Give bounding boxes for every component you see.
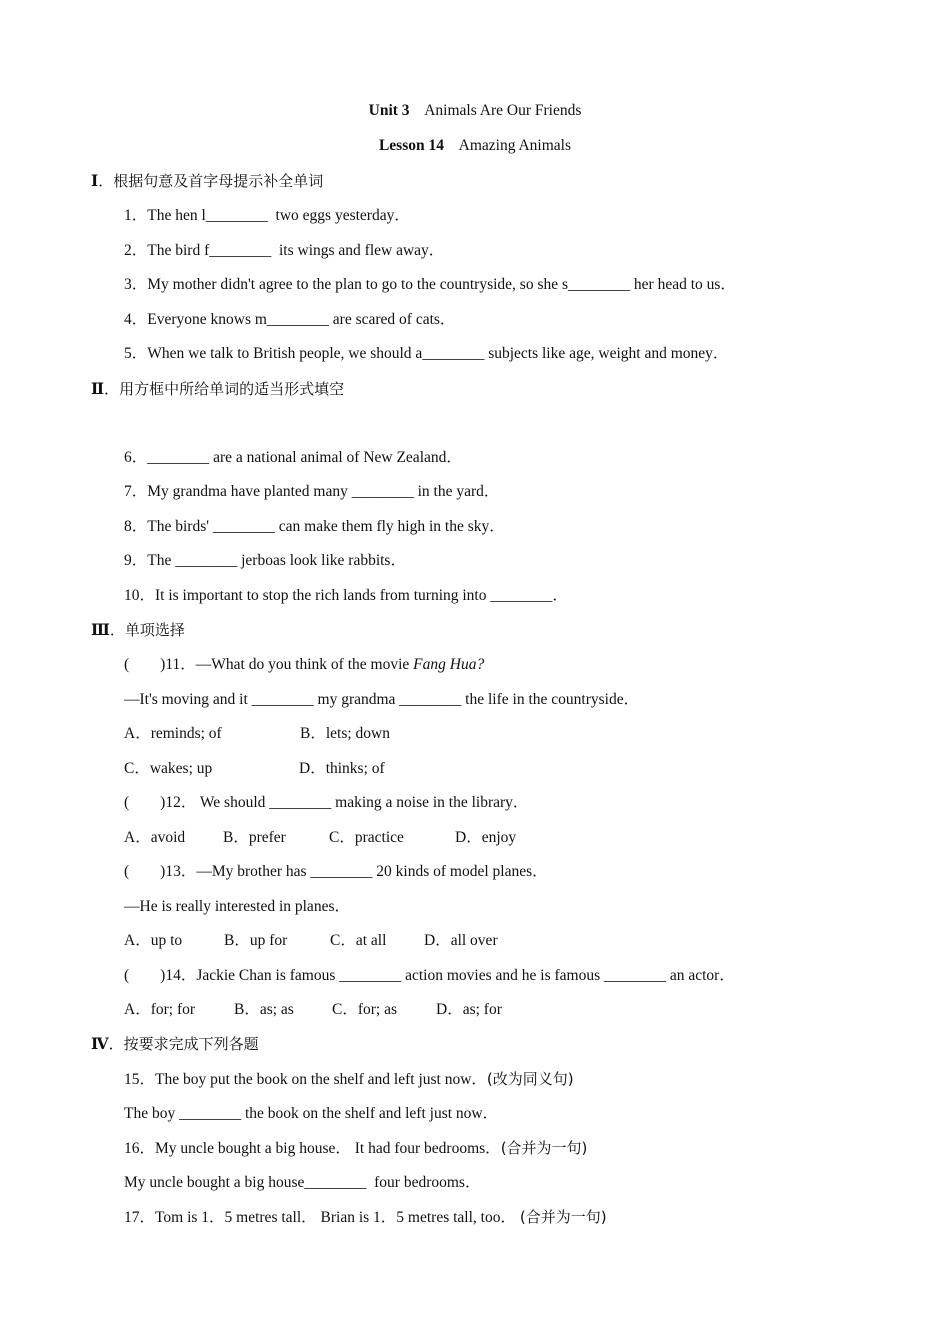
- question-9: 9．The ________ jerboas look like rabbits．: [124, 552, 406, 569]
- section-2-roman: Ⅱ: [91, 381, 105, 398]
- q13-option-b: B．up for: [224, 932, 288, 949]
- section-1-title: ．根据句意及首字母提示补全单词: [98, 172, 324, 190]
- lesson-label: Lesson 14: [378, 137, 444, 154]
- section-4-heading: [91, 1034, 259, 1055]
- q14-option-c: C．for; as: [332, 1001, 398, 1018]
- question-13: ( )13．—My brother has ________ 20 kinds of model planes．: [124, 863, 548, 880]
- section-3-title: ．单项选择: [109, 621, 185, 639]
- q13-option-a: A．up to: [124, 932, 183, 949]
- question-10: 10．It is important to stop the rich lands from turning into ________．: [124, 587, 568, 604]
- question-15-answer: The boy ________ the book on the shelf and left just now．: [124, 1105, 499, 1122]
- question-17: [124, 1207, 607, 1228]
- question-11-movie-title: Fang Hua?: [413, 656, 485, 673]
- section-3-roman: Ⅲ: [91, 622, 110, 639]
- q11-option-d: D．thinks; of: [299, 760, 385, 777]
- unit-title: Animals Are Our Friends: [424, 102, 582, 119]
- section-1-roman: Ⅰ: [91, 173, 99, 190]
- question-11-reply: —It's moving and it ________ my grandma ________ the life in the countryside．: [124, 691, 640, 708]
- section-2-title: ．用方框中所给单词的适当形式填空: [104, 380, 345, 398]
- q13-option-c: C．at all: [330, 932, 387, 949]
- question-11-prefix: ( )11．—What do you think of the movie: [124, 656, 414, 673]
- question-16-instruction: (合并为一句): [500, 1139, 588, 1157]
- q14-option-d: D．as; for: [436, 1001, 502, 1018]
- section-2-heading: [91, 379, 344, 400]
- question-14: ( )14．Jackie Chan is famous ________ action movies and he is famous ________ an actor．: [124, 967, 735, 984]
- question-15: [124, 1069, 574, 1090]
- question-5: 5．When we talk to British people, we should a________ subjects like age, weight and money．: [124, 345, 729, 362]
- q11-option-c: C．wakes; up: [124, 760, 213, 777]
- q11-option-a: A．reminds; of: [124, 725, 222, 742]
- unit-heading: [0, 102, 950, 120]
- q12-option-c: C．practice: [329, 829, 404, 846]
- question-7: 7．My grandma have planted many ________ in the yard．: [124, 483, 500, 500]
- section-4-roman: Ⅳ: [91, 1036, 109, 1053]
- question-4: 4．Everyone knows m________ are scared of cats．: [124, 311, 456, 328]
- q13-option-d: D．all over: [424, 932, 498, 949]
- question-13-reply: —He is really interested in planes．: [124, 898, 350, 915]
- question-8: 8．The birds' ________ can make them fly high in the sky．: [124, 518, 505, 535]
- lesson-heading: [0, 137, 950, 155]
- q11-option-b: B．lets; down: [300, 725, 390, 742]
- section-4-title: ．按要求完成下列各题: [108, 1035, 259, 1053]
- q14-option-a: A．for; for: [124, 1001, 196, 1018]
- section-1-heading: [91, 171, 323, 192]
- question-2: 2．The bird f________ its wings and flew away．: [124, 242, 445, 259]
- question-15-instruction: (改为同义句): [486, 1070, 574, 1088]
- question-15-text: 15．The boy put the book on the shelf and left just now．: [124, 1071, 487, 1088]
- unit-label: Unit 3: [368, 102, 410, 119]
- question-17-text: 17．Tom is 1．5 metres tall． Brian is 1．5 metres tall, too．: [124, 1209, 520, 1226]
- q12-option-d: D．enjoy: [455, 829, 517, 846]
- question-11: [124, 655, 484, 675]
- question-1: 1．The hen l________ two eggs yesterday．: [124, 207, 410, 224]
- question-6: 6．________ are a national animal of New Zealand．: [124, 449, 462, 466]
- question-17-instruction: (合并为一句): [519, 1208, 607, 1226]
- question-16: [124, 1138, 587, 1159]
- question-3: 3．My mother didn't agree to the plan to go to the countryside, so she s________ her head to us．: [124, 276, 736, 293]
- question-16-text: 16．My uncle bought a big house． It had four bedrooms．: [124, 1140, 501, 1157]
- question-16-answer: My uncle bought a big house________ four bedrooms．: [124, 1174, 481, 1191]
- q12-option-b: B．prefer: [223, 829, 286, 846]
- lesson-title: Amazing Animals: [458, 137, 572, 154]
- q14-option-b: B．as; as: [234, 1001, 294, 1018]
- question-12: ( )12． We should ________ making a noise in the library．: [124, 794, 529, 811]
- q12-option-a: A．avoid: [124, 829, 186, 846]
- section-3-heading: [91, 620, 185, 641]
